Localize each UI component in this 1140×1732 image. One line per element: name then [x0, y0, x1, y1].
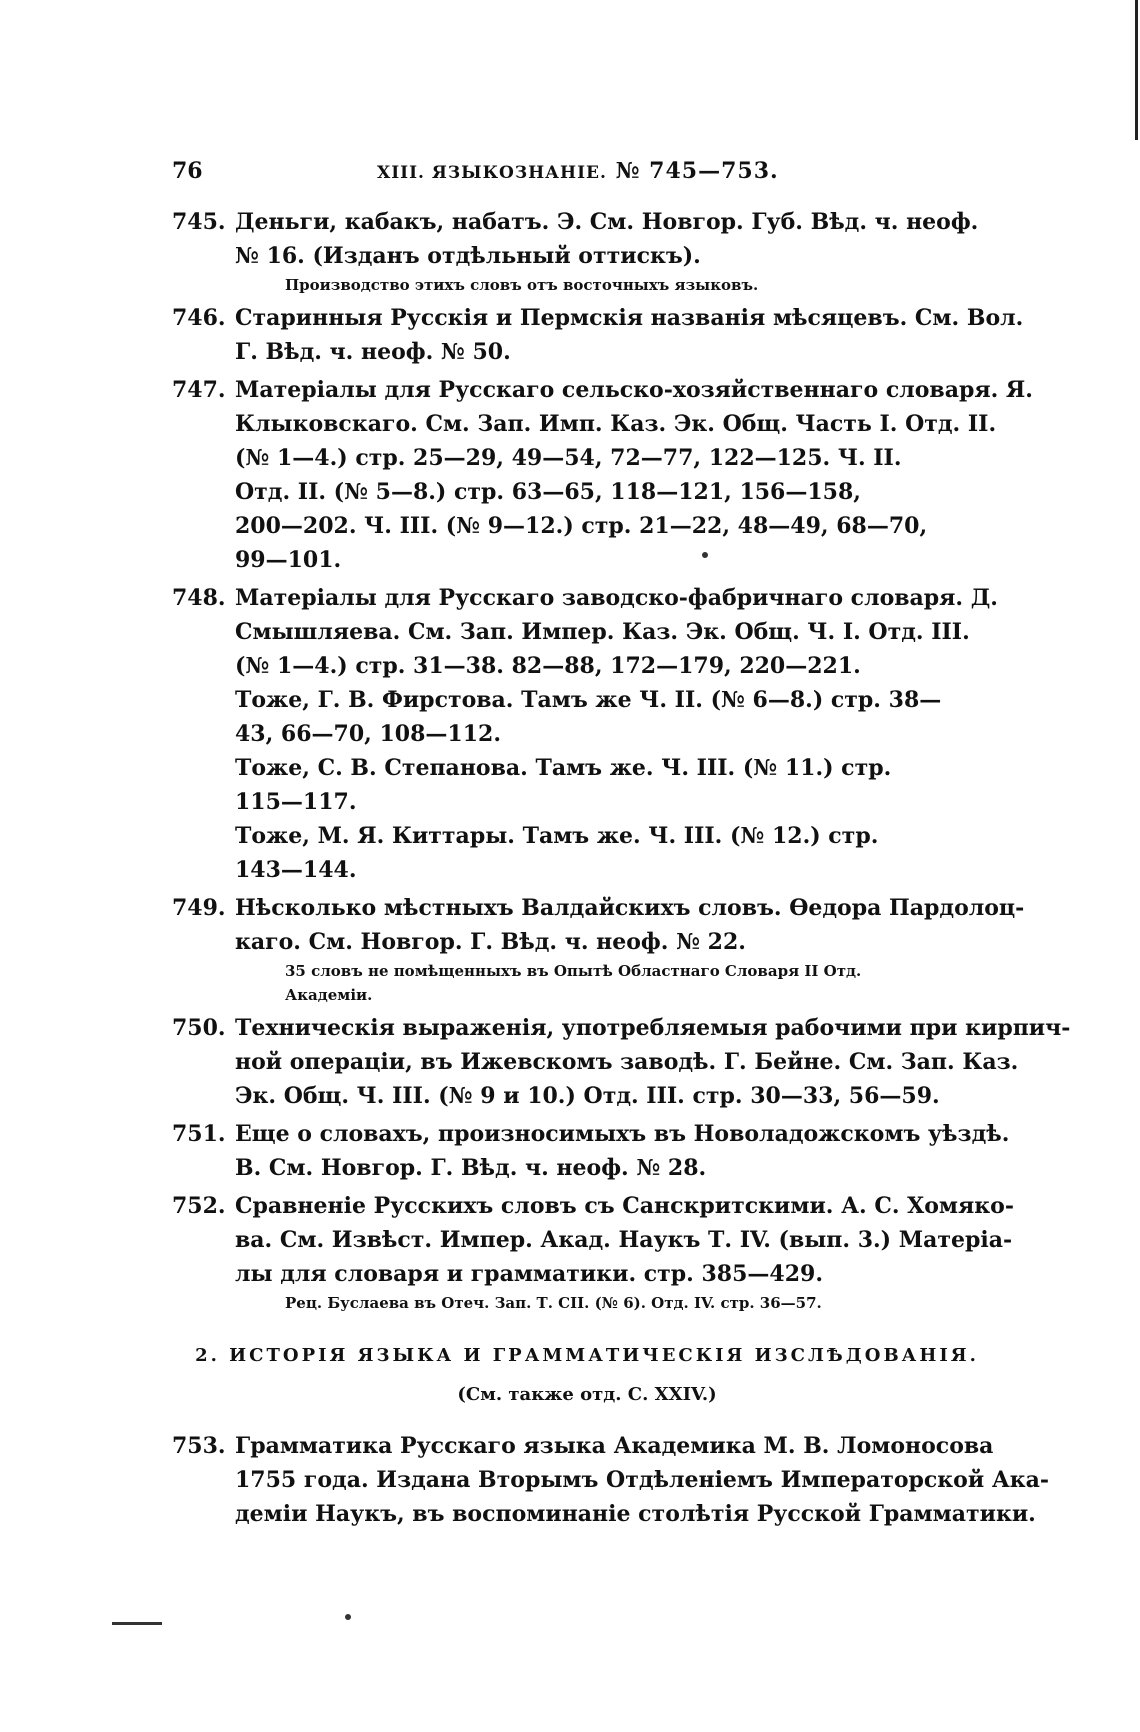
entry-line: Смышляева. См. Зап. Импер. Каз. Эк. Общ. Ч. I. Отд. III. — [235, 619, 970, 645]
entry-751 — [172, 1117, 1010, 1185]
entry-line: каго. См. Новгор. Г. Вѣд. ч. неоф. № 22. — [235, 929, 746, 955]
entry-line: Грамматика Русскаго языка Академика М. В. Ломоносова — [235, 1433, 994, 1459]
entry-line: ва. См. Извѣст. Импер. Акад. Наукъ Т. IV. (вып. 3.) Матеріа- — [235, 1227, 1013, 1253]
entry-number: 749. — [172, 895, 226, 921]
entry-line: № 16. (Изданъ отдѣльный оттискъ). — [235, 243, 701, 269]
entry-line: Деньги, кабакъ, набатъ. Э. См. Новгор. Губ. Вѣд. ч. неоф. — [235, 209, 979, 235]
entry-747 — [172, 373, 1033, 577]
running-header — [172, 150, 962, 190]
entry-line: деміи Наукъ, въ воспоминаніе столѣтія Русской Грамматики. — [235, 1501, 1036, 1527]
entry-line: Еще о словахъ, произносимыхъ въ Новоладожскомъ уѣздѣ. — [235, 1121, 1010, 1147]
entry-number: 748. — [172, 585, 226, 611]
entry-line: ной операціи, въ Ижевскомъ заводѣ. Г. Бейне. См. Зап. Каз. — [235, 1049, 1019, 1075]
entry-note: 35 словъ не помѣщенныхъ въ Опытѣ Областнаго Словаря II Отд. — [285, 962, 862, 980]
entry-number: 746. — [172, 305, 226, 331]
entry-line: Сравненіе Русскихъ словъ съ Санскритскими. А. С. Хомяко- — [235, 1193, 1014, 1219]
entry-number: 751. — [172, 1121, 226, 1147]
entry-line: Нѣсколько мѣстныхъ Валдайскихъ словъ. Ѳедора Пардолоц- — [235, 895, 1025, 921]
entry-number: 753. — [172, 1433, 226, 1459]
chapter-title: XIII. ЯЗЫКОЗНАНІЕ. — [377, 163, 607, 183]
entry-749 — [172, 891, 1025, 1007]
entry-746 — [172, 301, 1024, 369]
entry-line: 1755 года. Издана Вторымъ Отдѣленіемъ Императорской Ака- — [235, 1467, 1050, 1493]
section-heading: 2. ИСТОРІЯ ЯЗЫКА И ГРАММАТИЧЕСКІЯ ИЗСЛѢДОВАНІЯ. — [195, 1345, 979, 1366]
entry-line: Матеріалы для Русскаго заводско-фабричнаго словаря. Д. — [235, 585, 998, 611]
entry-number: 745. — [172, 209, 226, 235]
entry-line: Эк. Общ. Ч. III. (№ 9 и 10.) Отд. III. стр. 30—33, 56—59. — [235, 1083, 940, 1109]
entry-line: Отд. II. (№ 5—8.) стр. 63—65, 118—121, 156—158, — [235, 479, 861, 505]
page-edge-shadow — [1135, 0, 1138, 140]
entry-line: Старинныя Русскія и Пермскія названія мѣсяцевъ. См. Вол. — [235, 305, 1024, 331]
entry-line: Тоже, С. В. Степанова. Тамъ же. Ч. III. (№ 11.) стр. — [235, 755, 892, 781]
entry-number: 752. — [172, 1193, 226, 1219]
entry-752 — [172, 1189, 1014, 1315]
entry-note-continuation: Академіи. — [285, 986, 373, 1004]
entry-number: 747. — [172, 377, 226, 403]
entry-note: Производство этихъ словъ отъ восточныхъ языковъ. — [285, 276, 759, 294]
page-content — [172, 205, 1071, 1535]
entry-line: 43, 66—70, 108—112. — [235, 721, 501, 747]
ink-spot — [345, 1614, 351, 1620]
entry-line: Клыковскаго. См. Зап. Имп. Каз. Эк. Общ. Часть I. Отд. II. — [235, 411, 997, 437]
entry-line: Г. Вѣд. ч. неоф. № 50. — [235, 339, 511, 365]
ink-spot — [702, 552, 708, 558]
entry-745 — [172, 205, 1002, 297]
entry-note: Рец. Буслаева въ Отеч. Зап. Т. CII. (№ 6). Отд. IV. стр. 36—57. — [285, 1294, 822, 1312]
entry-750 — [172, 1011, 1071, 1113]
entry-line: 143—144. — [235, 857, 357, 883]
entry-line: (№ 1—4.) стр. 25—29, 49—54, 72—77, 122—125. Ч. II. — [235, 445, 902, 471]
section-cross-reference: (См. также отд. С. XXIV.) — [457, 1384, 717, 1405]
margin-mark — [112, 1622, 162, 1625]
entry-line: Тоже, М. Я. Киттары. Тамъ же. Ч. III. (№ 12.) стр. — [235, 823, 879, 849]
entry-line: 200—202. Ч. III. (№ 9—12.) стр. 21—22, 48—49, 68—70, — [235, 513, 928, 539]
entry-748 — [172, 581, 1002, 887]
running-title — [377, 158, 779, 184]
entry-line: Матеріалы для Русскаго сельско-хозяйственнаго словаря. Я. — [235, 377, 1033, 403]
entry-line: В. См. Новгор. Г. Вѣд. ч. неоф. № 28. — [235, 1155, 707, 1181]
entry-753 — [172, 1429, 1050, 1531]
entry-number: 750. — [172, 1015, 226, 1041]
entry-range: № 745—753. — [615, 158, 779, 184]
page-number: 76 — [172, 158, 203, 184]
entry-line: Техническія выраженія, употребляемыя рабочими при кирпич- — [235, 1015, 1071, 1041]
entry-line: лы для словаря и грамматики. стр. 385—429. — [235, 1261, 824, 1287]
entry-line: 115—117. — [235, 789, 357, 815]
entry-line: Тоже, Г. В. Фирстова. Тамъ же Ч. II. (№ 6—8.) стр. 38— — [235, 687, 942, 713]
entry-line: (№ 1—4.) стр. 31—38. 82—88, 172—179, 220—221. — [235, 653, 861, 679]
entry-line: 99—101. — [235, 547, 342, 573]
